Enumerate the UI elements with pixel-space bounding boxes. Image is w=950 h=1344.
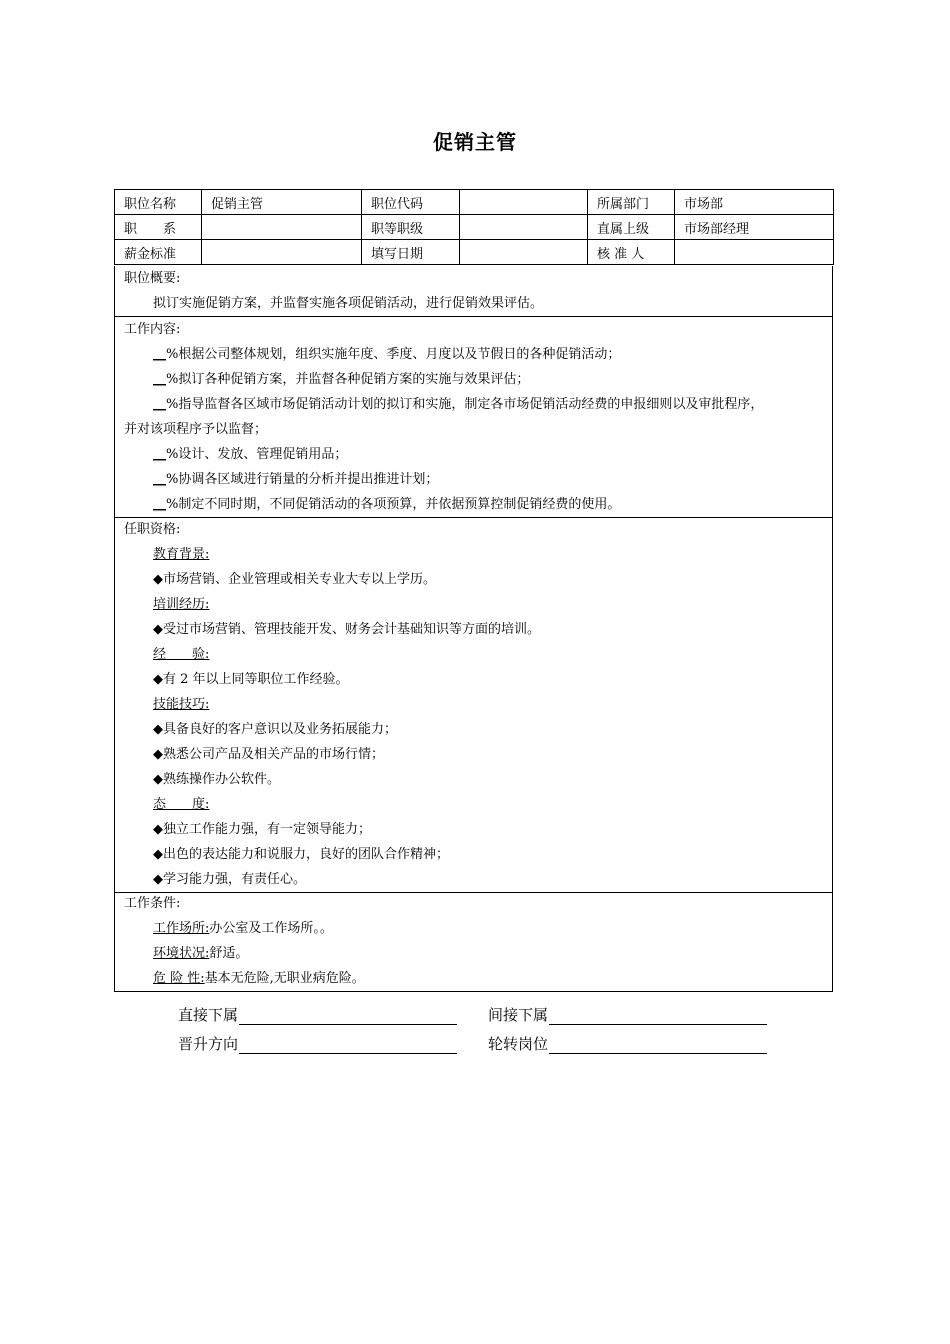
workplace-label: 工作场所: — [153, 921, 210, 936]
label-position-name: 职位名称 — [115, 190, 202, 215]
label-salary: 薪金标准 — [115, 240, 202, 265]
list-item: ◆学习能力强，有责任心。 — [153, 872, 306, 887]
direct-subordinate-label: 直接下属 — [178, 1006, 239, 1024]
qual-label-row — [115, 692, 832, 717]
list-item — [115, 941, 832, 966]
rotation-field — [488, 1033, 767, 1054]
conditions-section — [114, 891, 833, 992]
attitude-label: 态 度: — [153, 797, 210, 812]
label-position-code: 职位代码 — [362, 190, 460, 215]
list-item: ◆具备良好的客户意识以及业务拓展能力； — [153, 722, 397, 737]
duty-text: %协调各区域进行销量的分析并提出推进计划； — [166, 472, 439, 487]
duty-text: %根据公司整体规划，组织实施年度、季度、月度以及节假日的各种促销活动； — [166, 347, 621, 362]
rotation-label: 轮转岗位 — [488, 1035, 549, 1053]
qualifications-heading: 任职资格: — [124, 522, 181, 537]
overview-heading: 职位概要: — [124, 271, 181, 286]
value-department: 市场部 — [675, 190, 834, 215]
duty-text: %制定不同时期，不同促销活动的各项预算，并依据预算控制促销经费的使用。 — [166, 497, 621, 512]
training-label: 培训经历: — [153, 597, 210, 612]
value-supervisor: 市场部经理 — [675, 215, 834, 240]
duty-text: %设计、发放、管理促销用品； — [166, 447, 348, 462]
workplace-value: 办公室及工作场所。。 — [209, 921, 333, 936]
direct-subordinate-field — [178, 1004, 457, 1025]
percent-blank: __ — [153, 397, 166, 412]
indirect-subordinate-line — [549, 1009, 767, 1025]
hazard-value: 基本无危险,无职业病危险。 — [204, 971, 365, 986]
duty-item — [115, 492, 832, 517]
label-approver: 核 准 人 — [588, 240, 675, 265]
table-row — [115, 240, 834, 265]
list-item: ◆独立工作能力强，有一定领导能力； — [153, 822, 371, 837]
value-job-family — [202, 215, 362, 240]
value-approver — [675, 240, 834, 265]
qual-label-row — [115, 792, 832, 817]
percent-blank: __ — [153, 497, 166, 512]
education-label: 教育背景: — [153, 547, 210, 562]
qual-label-row — [115, 642, 832, 667]
list-item — [115, 916, 832, 941]
promotion-label: 晋升方向 — [178, 1035, 239, 1053]
qual-label-row — [115, 542, 832, 567]
page-title: 促销主管 — [433, 130, 517, 154]
qual-label-row — [115, 592, 832, 617]
label-grade: 职等职级 — [362, 215, 460, 240]
table-row — [115, 215, 834, 240]
skills-label: 技能技巧: — [153, 697, 210, 712]
promotion-field — [178, 1033, 457, 1054]
duty-item — [115, 342, 832, 367]
rotation-line — [549, 1038, 767, 1054]
environment-label: 环境状况: — [153, 946, 210, 961]
table-row — [115, 190, 834, 215]
label-fill-date: 填写日期 — [362, 240, 460, 265]
overview-text: 拟订实施促销方案，并监督实施各项促销活动，进行促销效果评估。 — [153, 296, 544, 311]
duty-item — [115, 467, 832, 492]
duty-continuation: 并对该项程序予以监督； — [124, 422, 268, 437]
label-job-family: 职 系 — [115, 215, 202, 240]
value-position-code — [460, 190, 588, 215]
percent-blank: __ — [153, 472, 166, 487]
list-item: ◆有 2 年以上同等职位工作经验。 — [153, 672, 349, 687]
value-position-name: 促销主管 — [202, 190, 362, 215]
percent-blank: __ — [153, 447, 166, 462]
list-item: ◆出色的表达能力和说服力，良好的团队合作精神； — [153, 847, 449, 862]
duty-text: %指导监督各区域市场促销活动计划的拟订和实施，制定各市场促销活动经费的申报细则以及审批程序， — [166, 397, 764, 412]
indirect-subordinate-label: 间接下属 — [488, 1006, 549, 1024]
conditions-heading: 工作条件: — [124, 896, 181, 911]
label-supervisor: 直属上级 — [588, 215, 675, 240]
list-item — [115, 966, 832, 991]
direct-subordinate-line — [239, 1009, 457, 1025]
percent-blank: __ — [153, 347, 166, 362]
value-fill-date — [460, 240, 588, 265]
overview-section — [114, 266, 833, 317]
duties-section — [114, 317, 833, 518]
list-item: ◆熟练操作办公软件。 — [153, 772, 280, 787]
list-item: ◆熟悉公司产品及相关产品的市场行情； — [153, 747, 384, 762]
duty-item — [115, 367, 832, 392]
percent-blank: __ — [153, 372, 166, 387]
hazard-label: 危 险 性: — [153, 971, 205, 986]
environment-value: 舒适。 — [209, 946, 249, 961]
promotion-line — [239, 1038, 457, 1054]
list-item: ◆市场营销、企业管理或相关专业大专以上学历。 — [153, 572, 436, 587]
qualifications-section — [114, 517, 833, 893]
duty-text: %拟订各种促销方案，并监督各种促销方案的实施与效果评估； — [166, 372, 530, 387]
value-grade — [460, 215, 588, 240]
job-info-table — [114, 189, 834, 265]
duty-item — [115, 392, 832, 417]
experience-label: 经 验: — [153, 647, 210, 662]
label-department: 所属部门 — [588, 190, 675, 215]
duty-item — [115, 442, 832, 467]
list-item: ◆受过市场营销、管理技能开发、财务会计基础知识等方面的培训。 — [153, 622, 540, 637]
duties-heading: 工作内容: — [124, 322, 181, 337]
indirect-subordinate-field — [488, 1004, 767, 1025]
value-salary — [202, 240, 362, 265]
